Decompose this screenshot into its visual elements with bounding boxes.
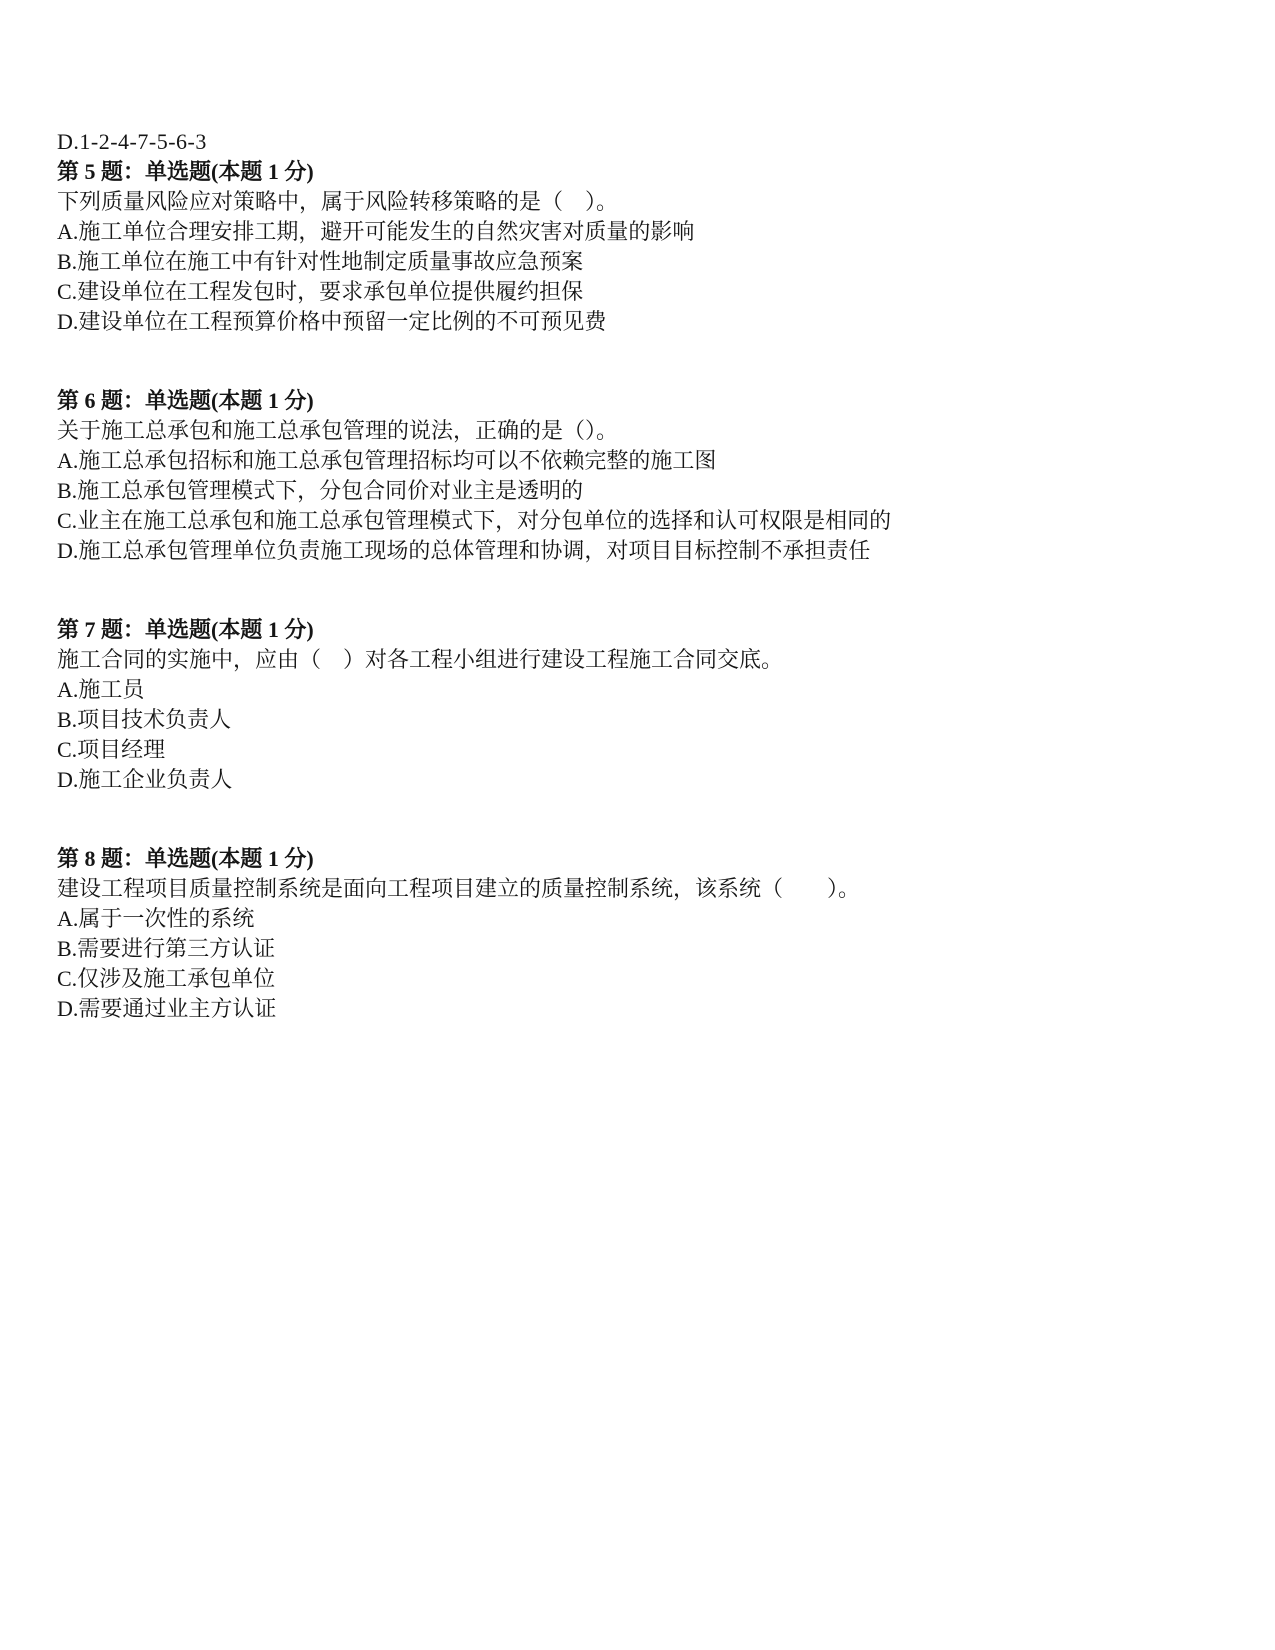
- question-5: [57, 157, 1218, 337]
- question-5-header: 第 5 题：单选题(本题 1 分): [57, 159, 314, 184]
- question-6-option-a: A.施工总承包招标和施工总承包管理招标均可以不依赖完整的施工图: [57, 448, 717, 473]
- question-7-option-b: B.项目技术负责人: [57, 707, 232, 732]
- question-8-option-b: B.需要进行第三方认证: [57, 936, 276, 961]
- question-7-stem: 施工合同的实施中，应由（ ）对各工程小组进行建设工程施工合同交底。: [57, 647, 784, 672]
- question-6-header: 第 6 题：单选题(本题 1 分): [57, 388, 314, 413]
- question-6-option-d: D.施工总承包管理单位负责施工现场的总体管理和协调，对项目目标控制不承担责任: [57, 538, 871, 563]
- question-6-stem: 关于施工总承包和施工总承包管理的说法，正确的是（）。: [57, 418, 619, 443]
- question-7: [57, 615, 1218, 795]
- question-5-stem: 下列质量风险应对策略中，属于风险转移策略的是（ ）。: [57, 189, 619, 214]
- question-8-option-d: D.需要通过业主方认证: [57, 996, 277, 1021]
- question-5-option-b: B.施工单位在施工中有针对性地制定质量事故应急预案: [57, 249, 584, 274]
- question-7-header: 第 7 题：单选题(本题 1 分): [57, 617, 314, 642]
- question-8-stem: 建设工程项目质量控制系统是面向工程项目建立的质量控制系统，该系统（ ）。: [57, 876, 861, 901]
- question-7-option-d: D.施工企业负责人: [57, 767, 233, 792]
- question-6-option-c: C.业主在施工总承包和施工总承包管理模式下，对分包单位的选择和认可权限是相同的: [57, 508, 892, 533]
- question-7-option-a: A.施工员: [57, 677, 145, 702]
- question-6: [57, 386, 1218, 566]
- question-8: [57, 844, 1218, 1024]
- previous-question-option-d: D.1-2-4-7-5-6-3: [57, 129, 207, 154]
- question-5-option-a: A.施工单位合理安排工期，避开可能发生的自然灾害对质量的影响: [57, 219, 695, 244]
- question-7-option-c: C.项目经理: [57, 737, 166, 762]
- question-8-option-a: A.属于一次性的系统: [57, 906, 255, 931]
- question-8-header: 第 8 题：单选题(本题 1 分): [57, 846, 314, 871]
- question-8-option-c: C.仅涉及施工承包单位: [57, 966, 276, 991]
- question-6-option-b: B.施工总承包管理模式下，分包合同价对业主是透明的: [57, 478, 584, 503]
- question-5-option-d: D.建设单位在工程预算价格中预留一定比例的不可预见费: [57, 309, 607, 334]
- question-5-option-c: C.建设单位在工程发包时，要求承包单位提供履约担保: [57, 279, 584, 304]
